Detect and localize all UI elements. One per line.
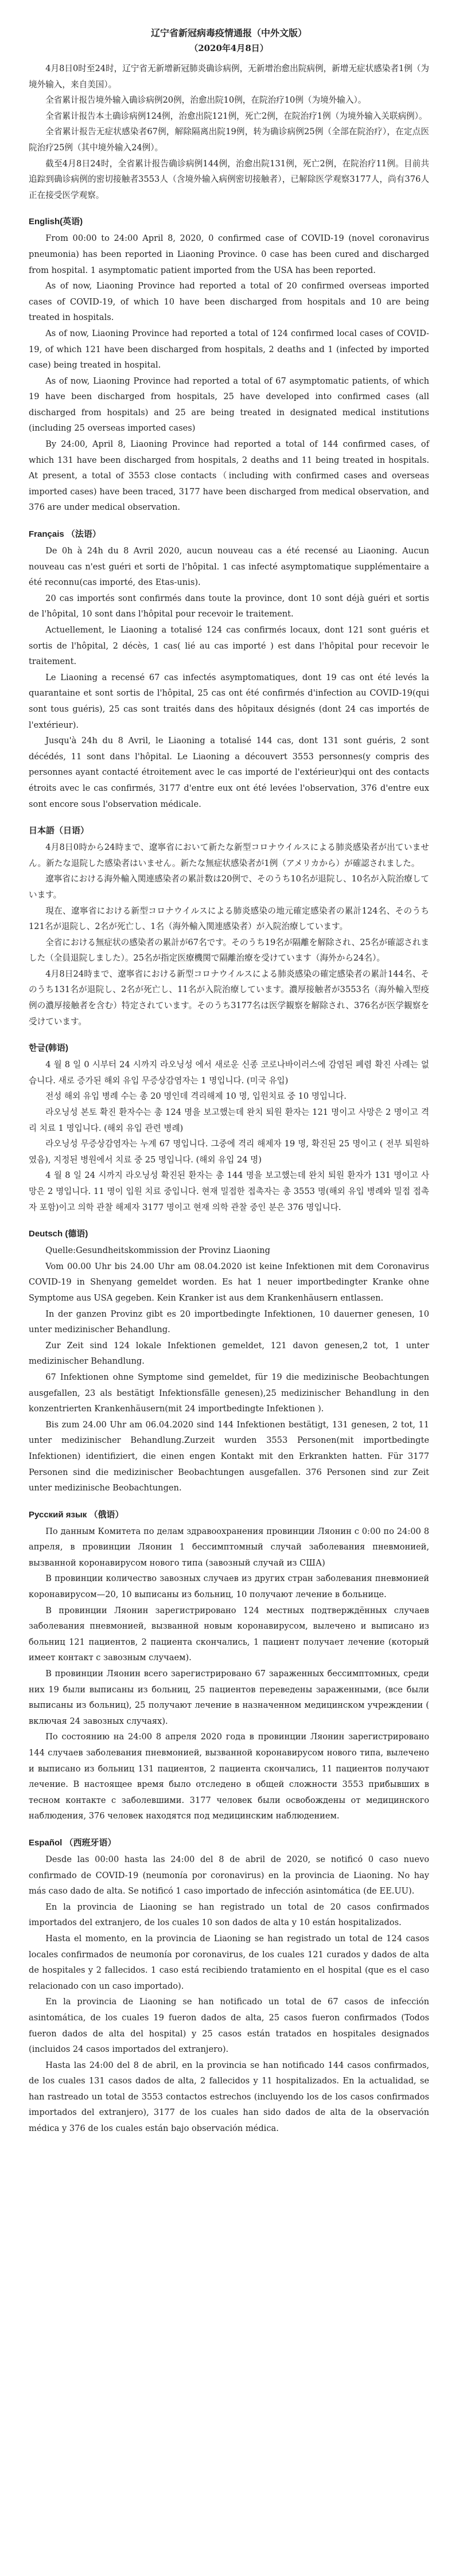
paragraph: Jusqu'à 24h du 8 Avril, le Liaoning a totalisé 144 cas, dont 131 sont guéris, 2 sont décédés, 11 sont dans l'hôpital. Le Liaoning a découvert 3553 personnes(y compris des personnes ayant contacté étroitement avec le cas importé de l'extérieur)qui ont des contacts étroits avec le cas confirmés, 3177 d'entre eux ont été levées l'observation, 376 d'entre eux sont encore sous l'observation médicale. — [29, 736, 429, 809]
paragraph: В провинции Ляонин зарегистрировано 124 местных подтверждённых случаев заболевания пневмонией, вызванной новым коронавирусом, вылечено и выписано из больниц 121 пациентов, 2 пациента скончались, 1 пациент получает лечение (который имеет контакт с завозным случаем). — [29, 1605, 429, 1663]
paragraph: En la provincia de Liaoning se han notificado un total de 67 casos de infección asintomática, de los cuales 19 fueron dados de alta, 25 casos fueron confirmados (Todos fueron dados de alta del hospital) y 25 casos están tratados en hospitales designados (incluidos 24 casos importados del extranjero). — [29, 1997, 429, 2055]
paragraph: 20 cas importés sont confirmés dans toute la province, dont 10 sont déjà guéri et sortis de l'hôpital, 10 sont dans l'hôpital pour recevoir le traitement. — [29, 593, 429, 619]
paragraph: Le Liaoning a recensé 67 cas infectés asymptomatiques, dont 19 cas ont été levés la quarantaine et sont sortis de l'hôpital, 25 cas ont été confirmés d'infection au COVID-19(qui sont tous guéris), 25 cas sont traités dans des hôpitaux désignés (dont 24 cas importés de l'extérieur). — [29, 672, 429, 730]
section-spanish — [29, 1836, 429, 2137]
section-title-japanese: 日本語（日语） — [29, 826, 90, 836]
paragraph: По состоянию на 24:00 8 апреля 2020 года в провинции Ляонин зарегистрировано 144 случаев заболевания пневмонией, вызванной коронавирусом нового типа, вылечено и выписано из больниц 131 пациентов, 2 пациента скончались, 11 пациентов получают лечение. В настоящее время было отследено в общей сложности 3553 прибывших в тесном контакте с заболевшими. 3177 человек были освобождены от медицинского наблюдения, 376 человек находятся под медицинским наблюдением. — [29, 1732, 429, 1821]
section-french — [29, 527, 429, 812]
paragraph: As of now, Liaoning Province had reported a total of 20 confirmed overseas imported cases of COVID-19, of which 10 have been discharged from hospitals and 10 are being treated in hospitals. — [29, 281, 429, 323]
paragraph: Hasta las 24:00 del 8 de abril, en la provincia se han notificado 144 casos confirmados, de los cuales 131 casos dados de alta, 2 fallecidos y 11 hospitalizados. En la actualidad, se han rastreado un total de 3553 contactos estrechos (incluyendo los de los casos confirmados importados del extranjero), 3177 de los cuales han sido dados de alta de la observación médica y 376 de los cuales están bajo observación médica. — [29, 2060, 429, 2134]
paragraph: Zur Zeit sind 124 lokale Infektionen gemeldet, 121 davon genesen,2 tot, 1 unter medizinischer Behandlung. — [29, 1340, 429, 1367]
paragraph: 4月8日24時まで、遼寧省における新型コロナウイルスによる肺炎感染の確定感染者の累計144名、そのうち131名が退院し、2名が死亡し、11名が入院治療しています。濃厚接触者が3553名（海外輸入型疫例の濃厚接触者を含む）特定されています。そのうち3177名は医学観察を解除され、376名が医学観察を受けています。 — [29, 969, 429, 1027]
paragraph: 截至4月8日24时，全省累计报告确诊病例144例，治愈出院131例，死亡2例，在院治疗11例。目前共追踪到确诊病例的密切接触者3553人（含境外输入病例密切接触者），已解除医学观察3177人，尚有376人正在接受医学观察。 — [29, 158, 429, 200]
section-title-russian: Русский язык （俄语） — [29, 1509, 124, 1520]
paragraph: As of now, Liaoning Province had reported a total of 124 confirmed local cases of COVID-19, of which 121 have been discharged from hospitals, 2 deaths and 1 (infected by imported case) being treated in hospital. — [29, 328, 429, 370]
section-german — [29, 1227, 429, 1496]
paragraph: 전성 해외 유입 병례 수는 총 20 명인데 격리해제 10 명, 입원치료 중 10 명입니다. — [45, 1091, 347, 1102]
paragraph: 現在、遼寧省における新型コロナウイルスによる肺炎感染の地元確定感染者の累計124名、そのうち121名が退院し、2名が死亡し、1名（海外輸入関連感染者）が入院治療しています。 — [29, 905, 429, 932]
section-korean — [29, 1041, 429, 1215]
paragraph: Desde las 00:00 hasta las 24:00 del 8 de abril de 2020, se notificó 0 caso nuevo confirmado de COVID-19 (neumonía por coronavirus) en la provincia de Liaoning. No hay más caso dado de alta. Se notificó 1 caso importado de infección asintomática (de EE.UU). — [29, 1854, 429, 1896]
page-date: （2020年4月8日） — [189, 43, 269, 53]
section-title-french: Français （法语） — [29, 529, 101, 540]
paragraph: De 0h à 24h du 8 Avril 2020, aucun nouveau cas a été recensé au Liaoning. Aucun nouveau cas n'est guéri et sorti de l'hôpital. 1 cas infecté asymptomatique supplémentaire a été reconnu(cas importé, des Etas-unis). — [29, 546, 429, 588]
page-title: 辽宁省新冠病毒疫情通报（中外文版） — [150, 28, 307, 38]
paragraph: В провинции количество завозных случаев из других стран заболевания пневмонией коронавирусом—20, 10 выписаны из больниц, 10 получают лечение в больнице. — [29, 1574, 429, 1600]
paragraph: 라오닝성 무증상감염자는 누계 67 명입니다. 그중에 격리 해제자 19 명, 확진된 25 명이고 ( 전부 퇴원하였음), 지정된 병원에서 치료 중 25 명입니다. (해외 유입 24 명) — [29, 1139, 429, 1165]
section-english — [29, 214, 429, 516]
paragraph: Quelle:Gesundheitskommission der Provinz Liaoning — [45, 1246, 270, 1256]
paragraph: As of now, Liaoning Province had reported a total of 67 asymptomatic patients, of which 19 have been discharged from hospitals, 25 have developed into confirmed cases (all discharged from hospitals) and 25 are being treated in designated medical institutions (including 25 overseas imported cases) — [29, 376, 429, 434]
section-japanese — [29, 823, 429, 1029]
paragraph: 라오닝성 본토 확진 환자수는 총 124 명을 보고했는데 완치 퇴원 환자는 121 명이고 사망은 2 명이고 격리 치료 1 명입니다. (해외 유입 관련 병례) — [29, 1107, 429, 1133]
paragraph: Bis zum 24.00 Uhr am 06.04.2020 sind 144 Infektionen bestätigt, 131 genesen, 2 tot, 11 unter medizinischer Behandlung.Zurzeit wurden 3553 Personen(mit importbedingte Infektionen) identifiziert, die einen engen Kontakt mit den Erkrankten hatten. Für 3177 Personen sind die medizinischer Beobachtungen ausgefallen. 376 Personen sind zur Zeit unter medizinische Beobachtungen. — [29, 1419, 429, 1493]
paragraph: By 24:00, April 8, Liaoning Province had reported a total of 144 confirmed cases, of which 131 have been discharged from hospitals, 2 deaths and 11 being treated in hospitals. At present, a total of 3553 close contacts（including with confirmed cases and overseas imported cases) have been traced, 3177 have been discharged from medical observation, and 376 are under medical observation. — [29, 439, 429, 513]
paragraph: По данным Комитета по делам здравоохранения провинции Ляонин с 0:00 по 24:00 8 апреля, в провинции Ляонин 1 бессимптомный случай заболевания пневмонией, вызванной коронавирусом нового типа (завозный случай из США) — [29, 1526, 429, 1568]
paragraph: 全省累计报告无症状感染者67例，解除隔离出院19例，转为确诊病例25例（全部在院治疗），在定点医院治疗25例（其中境外输入24例）。 — [29, 127, 429, 153]
paragraph: 全省における無症状の感染者の累計が67名です。そのうち19名が隔離を解除され、25名が確認されました（全員退院しました）。25名が指定医療機関で隔離治療を受けています（海外から24名）。 — [29, 937, 429, 963]
paragraph: В провинции Ляонин всего зарегистрировано 67 зараженных бессимптомных, среди них 19 были выписаны из больниц, 25 пациентов переведены зараженными, (все были выписаны из больниц), 25 получают лечение в назначенном медицинском учреждении ( включая 24 завозных случаях). — [29, 1669, 429, 1726]
section-title-spanish: Español （西班牙语） — [29, 1837, 116, 1848]
paragraph: From 00:00 to 24:00 April 8, 2020, 0 confirmed case of COVID-19 (novel coronavirus pneumonia) has been reported in Liaoning Province. 0 case has been cured and discharged from hospital. 1 asymptomatic patient imported from the USA has been reported. — [29, 233, 429, 275]
paragraph: 67 Infektionen ohne Symptome sind gemeldet, für 19 die medizinische Beobachtungen ausgefallen, 23 als bestätigt Infektionsfälle genesen),25 medizinischer Behandlung in den konzentrierten Krankenhäusern(mit 24 importbedingte Infektionen ). — [29, 1372, 429, 1414]
section-chinese — [29, 61, 429, 203]
paragraph: Hasta el momento, en la provincia de Liaoning se han registrado un total de 124 casos locales confirmados de neumonía por coronavirus, de los cuales 121 curados y dados de alta de hospitales y 2 fallecidos. 1 caso está recibiendo tratamiento en el hospital (que es el caso relacionado con un caso importado). — [29, 1933, 429, 1991]
paragraph: 4 월 8 일 0 시부터 24 시까지 라오닝성 에서 새로운 신종 코로나바이러스에 감염된 폐렴 확진 사례는 없습니다. 새로 증가된 해외 유입 무증상감염자는 1 명입니다. (미국 유입) — [29, 1060, 429, 1086]
section-title-english: English(英语) — [29, 217, 83, 227]
paragraph: Actuellement, le Liaoning a totalisé 124 cas confirmés locaux, dont 121 sont guéris et sortis de l'hôpital, 2 décès, 1 cas( lié au cas importé ) est dans l'hôpital pour recevoir le traitement. — [29, 625, 429, 667]
paragraph: 遼寧省における海外輸入関連感染者の累計数は20例で、そのうち10名が退院し、10名が入院治療しています。 — [29, 874, 429, 900]
paragraph: 全省累计报告本土确诊病例124例，治愈出院121例，死亡2例，在院治疗1例（为境外输入关联病例）。 — [45, 111, 427, 121]
paragraph: 全省累计报告境外输入确诊病例20例，治愈出院10例，在院治疗10例（为境外输入）。 — [45, 95, 367, 106]
paragraph: In der ganzen Provinz gibt es 20 importbedingte Infektionen, 10 dauerner genesen, 10 unter medizinischer Behandlung. — [29, 1309, 429, 1335]
paragraph: 4 월 8 일 24 시까지 라오닝성 확진된 환자는 총 144 명을 보고했는데 완치 퇴원 환자가 131 명이고 사망은 2 명입니다. 11 명이 입원 치료 중입니다. 현재 밀접한 접촉자는 총 3553 명(해외 유입 병례와 밀접 접촉자 포함)이고 의학 관찰 해제자 3177 명이고 현재 의학 관찰 중인 분은 376 명입니다. — [29, 1170, 429, 1212]
paragraph: En la provincia de Liaoning se han registrado un total de 20 casos confirmados importados del extranjero, de los cuales 10 son dados de alta y 10 están hospitalizados. — [29, 1902, 429, 1928]
section-title-korean: 한글(韩语) — [29, 1043, 68, 1053]
paragraph: 4月8日0時から24時まで、遼寧省において新たな新型コロナウイルスによる肺炎感染者が出ていません。新たな退院した感染者はいません。新たな無症状感染者が1例（アメリカから）が確認されました。 — [29, 842, 429, 868]
section-russian — [29, 1508, 429, 1824]
paragraph: Vom 00.00 Uhr bis 24.00 Uhr am 08.04.2020 ist keine Infektionen mit dem Coronavirus COVID-19 in Shenyang gemeldet worden. Es hat 1 neuer importbedingter Kranke ohne Symptome aus USA gegeben. Kein Kranker ist aus dem Krankenhäusern entlassen. — [29, 1261, 429, 1303]
paragraph: 4月8日0时至24时，辽宁省无新增新冠肺炎确诊病例，无新增治愈出院病例，新增无症状感染者1例（为境外输入，来自美国）。 — [29, 64, 429, 89]
section-title-german: Deutsch (德语) — [29, 1229, 88, 1239]
